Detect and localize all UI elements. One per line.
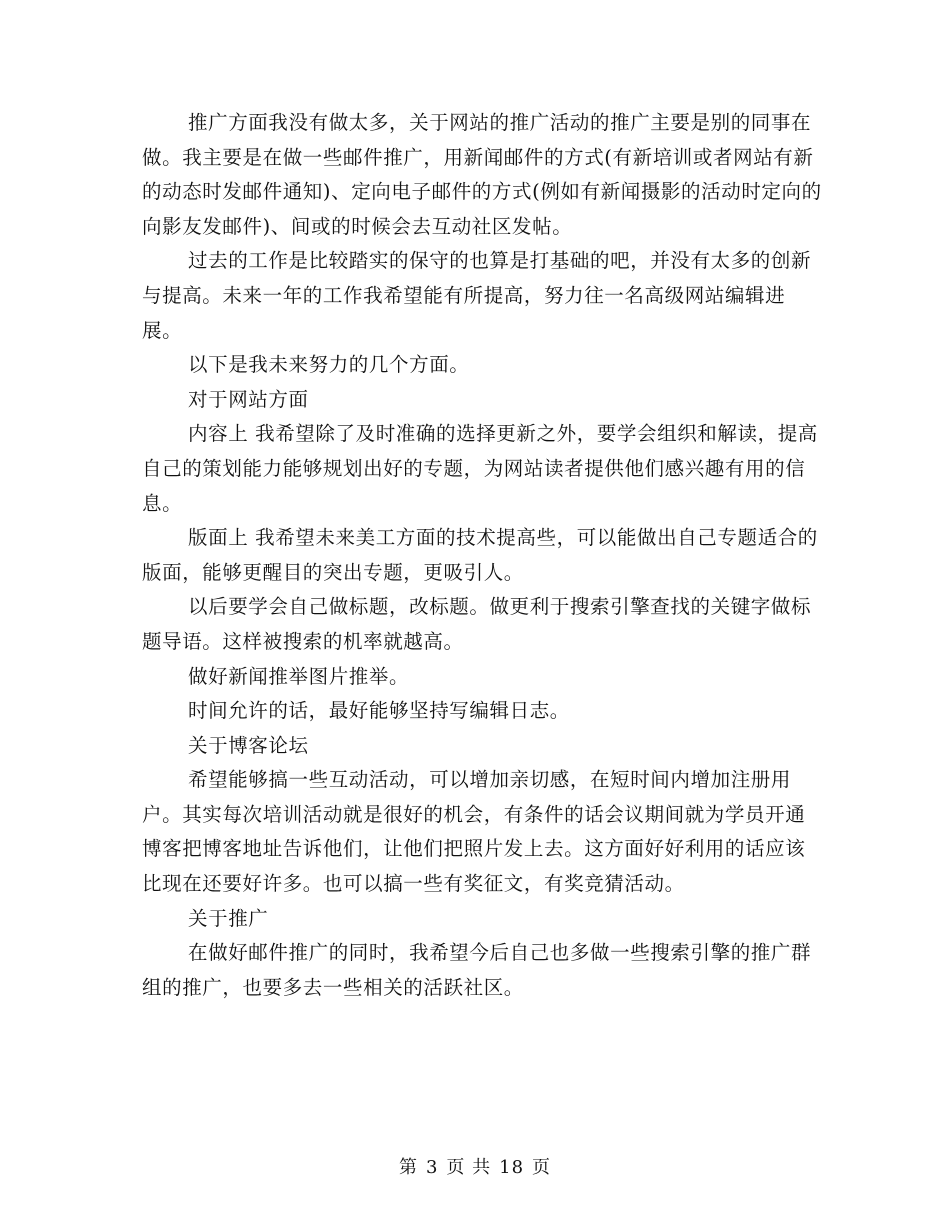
- heading-blog-forum: 关于博客论坛: [188, 733, 309, 757]
- footer-prefix: 第: [398, 1157, 418, 1178]
- heading-promotion: 关于推广: [188, 906, 269, 930]
- paragraph-promotion-summary: 推广方面我没有做太多，关于网站的推广活动的推广主要是别的同事在做。我主要是在做一些邮件推广，用新闻邮件的方式(有新培训或者网站有新的动态时发邮件通知)、定向电子邮件的方式(例如有新闻摄影的活动时定向的向影友发邮件)、间或的时候会去互动社区发帖。: [142, 111, 822, 238]
- paragraph-promotion-plan: 在做好邮件推广的同时，我希望今后自己也多做一些搜索引擎的推广群组的推广，也要多去一些相关的活跃社区。: [142, 941, 812, 999]
- paragraph-future-intro: 以下是我未来努力的几个方面。: [188, 353, 470, 377]
- paragraph-layout: 版面上 我希望未来美工方面的技术提高些，可以能做出自己专题适合的版面，能够更醒目的突出专题，更吸引人。: [142, 526, 818, 584]
- page-footer: [0, 1153, 950, 1179]
- footer-middle: 页 共: [446, 1157, 492, 1178]
- heading-website: 对于网站方面: [188, 387, 309, 411]
- document-body: [142, 106, 822, 1005]
- paragraph-titles: 以后要学会自己做标题，改标题。做更利于搜索引擎查找的关键字做标题导语。这样被搜索的机率就越高。: [142, 595, 812, 653]
- paragraph-past-work: 过去的工作是比较踏实的保守的也算是打基础的吧，并没有太多的创新与提高。未来一年的工作我希望能有所提高，努力往一名高级网站编辑进展。: [142, 249, 812, 342]
- paragraph-blog-forum: 希望能够搞一些互动活动，可以增加亲切感，在短时间内增加注册用户。其实每次培训活动就是很好的机会，有条件的话会议期间就为学员开通博客把博客地址告诉他们，让他们把照片发上去。这方面好好利用的话应该比现在还要好许多。也可以搞一些有奖征文，有奖竞猜活动。: [142, 768, 806, 896]
- paragraph-editor-log: 时间允许的话，最好能够坚持写编辑日志。: [188, 699, 570, 723]
- footer-current-page: 3: [425, 1157, 439, 1178]
- paragraph-news-images: 做好新闻推举图片推举。: [188, 664, 410, 688]
- footer-total-pages: 18: [499, 1157, 525, 1178]
- paragraph-content: 内容上 我希望除了及时准确的选择更新之外，要学会组织和解读，提高自己的策划能力能够规划出好的专题，为网站读者提供他们感兴趣有用的信息。: [142, 422, 818, 515]
- footer-suffix: 页: [532, 1157, 552, 1178]
